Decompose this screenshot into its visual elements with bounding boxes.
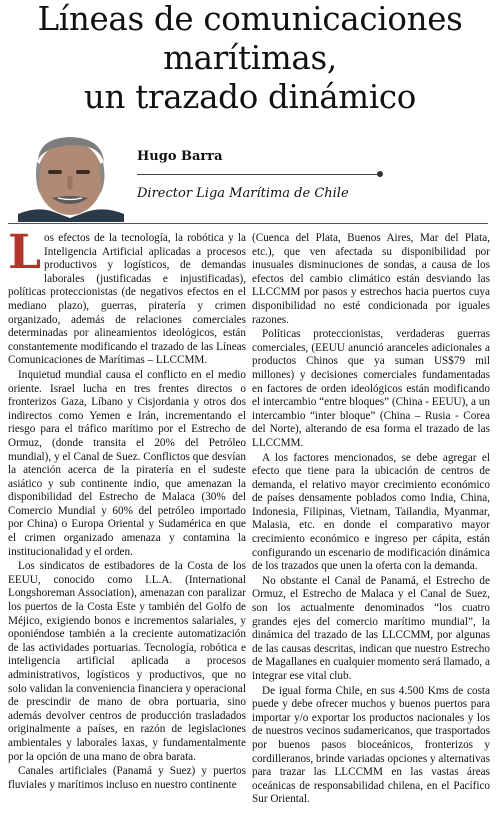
byline-divider — [137, 174, 380, 175]
article-paragraph — [8, 225, 246, 368]
drop-cap: L — [8, 225, 42, 280]
article-column-left — [8, 225, 246, 793]
article-column-right — [252, 232, 490, 808]
article-paragraph: (Cuenca del Plata, Buenos Aires, Mar del Plata, etc.), que ven afectada su disponibilidad por inusuales disminuciones de sondas, a causa de los efectos del cambio climático están desviando las LLCCMM por pasos y estrechos hacia puertos cuya disponibilidad no esté condicionada por iguales razones. — [252, 232, 490, 326]
author-photo — [18, 132, 124, 222]
article-paragraph: Inquietud mundial causa el conflicto en el medio oriente. Israel lucha en tres frentes directos o fronterizos Gaza, Líbano y Cisjordania y otros dos indirectos como Yemen e Irán, incrementando el riesgo para el tráfico marítimo por el Estrecho de Ormuz, (donde transita el 20% del Petróleo mundial), y el Canal de Suez. Conflictos que desvían la atención acerca de la piratería en el sudeste asiático y sub continente indio, que amenazan la disponibilidad del Estrecho de Malaca (30% del Comercio Mundial y 60% del petróleo importado por China) o Europa Oriental y Sudamérica en que el crimen organizado amenaza y contamina la institucionalidad y el orden. — [8, 368, 246, 558]
article-paragraph: Los sindicatos de estibadores de la Costa de los EEUU, conocido como I.L.A. (International Longshoreman Association), amenazan con paralizar los puertos de la Costa Este y también del Golfo de Méjico, exigiendo bonos e incrementos salariales, y oponiéndose también a la creciente automatización de las actividades portuarias. Tecnología, robótica e inteligencia artificial aplicada a procesos administrativos, logísticos y productivos, que no solo validan la conveniencia financiera y operacional de prescindir de mano de obra portuaria, sino además devolver centros de producción trasladados originalmente a países, en razón de legislaciones ambientales y laborales laxas, y fundamentalmente por la opción de una mano de obra barata. — [8, 560, 246, 763]
headline-line-3: un trazado dinámico — [83, 78, 417, 116]
author-role: Director Liga Marítima de Chile — [137, 186, 349, 201]
header-divider — [8, 223, 488, 224]
paragraph-text: os efectos de la tecnología, la robótica y la Inteligencia Artificial aplicadas a procesos productivos y logísticos, de demandas laborales (justificadas e injustificadas), políticas proteccionistas (de negativos efectos en el mediano plazo), guerras, piratería y crimen organizado, además de relaciones comerciales determinadas por alineamientos ideológicos, están constantemente modificando el trazado de las Líneas Comunicaciones de Marítimas – LLCCMM. — [8, 232, 246, 367]
article-paragraph: Canales artificiales (Panamá y Suez) y puertos fluviales y marítimos incluso en nuestro continente — [8, 765, 246, 791]
author-name: Hugo Barra — [137, 149, 223, 164]
headline-line-1: Líneas de comunicaciones — [37, 0, 463, 38]
article-paragraph: No obstante el Canal de Panamá, el Estrecho de Ormuz, el Estrecho de Malaca y el Canal de Suez, son los actualmente denominados “los cuatro grandes ejes del comercio marítimo mundial”, la dinámica del trazado de las LLCCMM, por algunas de las causas descritas, indican que nuestro Estrecho de Magallanes en cualquier momento será llamado, a integrar ese vital club. — [252, 574, 490, 682]
headline-line-2: marítimas, — [163, 39, 337, 77]
article-headline — [0, 0, 500, 117]
article-paragraph: Políticas proteccionistas, verdaderas guerras comerciales, (EEUU anunció aranceles adicionales a productos Chinos que ya suman US$79 mil millones) y decisiones comerciales fundamentadas en factores de orden ideológicos están modificando el intercambio “entre bloques” (China - EEUU), a un intercambio “inter bloque” (China – Rusia - Corea del Norte), alterando de esa forma el trazado de las LLCCMM. — [252, 328, 490, 449]
article-paragraph: De igual forma Chile, en sus 4.500 Kms de costa puede y debe ofrecer muchos y buenos puertos para importar y/o exportar los productos nacionales y los de nuestros vecinos sudamericanos, que trasportados por buenos pasos bioceánicos, fronterizos y cordilleranos, brinde variadas opciones y alternativas para trazar las LLCCMM en las vastas áreas oceánicas de responsabilidad chilena, en el Pacífico Sur Oriental. — [252, 684, 490, 806]
article-paragraph: A los factores mencionados, se debe agregar el efecto que tiene para la ubicación de centros de demanda, el relativo mayor crecimiento económico de países densamente poblados como India, China, Indonesia, Filipinas, Vietnam, Tailandia, Myanmar, Malasia, etc. en donde el comparativo mayor crecimiento económico e ingreso per cápita, están configurando un escenario de modificación dinámica de los trazados que unen la oferta con la demanda. — [252, 451, 490, 573]
author-portrait-icon — [18, 132, 124, 222]
